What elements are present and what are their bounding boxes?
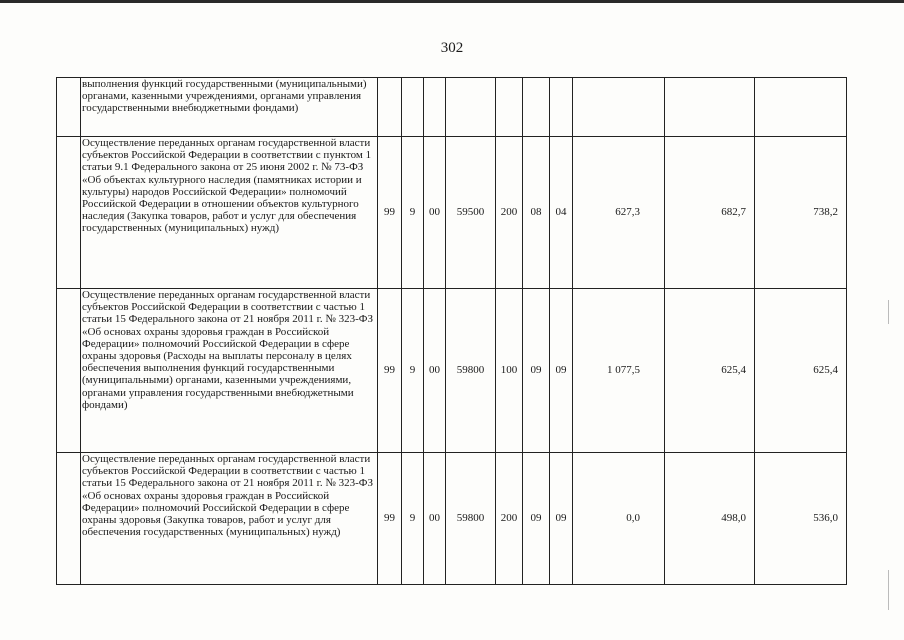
direction-code: 59500 (446, 137, 496, 289)
table-row (57, 453, 847, 585)
expense-type-code: 100 (496, 289, 523, 453)
blank-cell (57, 137, 81, 289)
amount-year-1: 627,3 (573, 137, 665, 289)
expense-type-code (496, 78, 523, 137)
amount-year-3: 738,2 (755, 137, 847, 289)
program-code: 99 (378, 453, 402, 585)
subprogram-code (402, 78, 424, 137)
section-code: 08 (523, 137, 550, 289)
amount-year-1 (573, 78, 665, 137)
expense-type-code: 200 (496, 453, 523, 585)
subsection-code: 04 (550, 137, 573, 289)
subsection-code: 09 (550, 453, 573, 585)
amount-year-2: 625,4 (665, 289, 755, 453)
program-code (378, 78, 402, 137)
page-number: 302 (440, 40, 464, 56)
row-description: Осуществление переданных органам государственной власти субъектов Российской Федерации в соответствии с частью 1 статьи 15 Федерального закона от 21 ноября 2011 г. № 323-ФЗ «Об основах охраны здоровья граждан в Российской Федерации» полномочий Российской Федерации в сфере охраны здоровья (Расходы на выплаты персоналу в целях обеспечения выполнения функций государственными (муниципальными) органами, казенными учреждениями, органами управления государственными внебюджетными фондами) (81, 289, 378, 453)
top-border-line (0, 0, 904, 5)
row-description: Осуществление переданных органам государственной власти субъектов Российской Федерации в соответствии с пунктом 1 статьи 9.1 Федерального закона от 25 июня 2002 г. № 73-ФЗ «Об объектах культурного наследия (памятниках истории и культуры) народов Российской Федерации» полномочий Российской Федерации в отношении объектов культурного наследия (Закупка товаров, работ и услуг для обеспечения государственных (муниципальных) нужд) (81, 137, 378, 289)
event-code (424, 78, 446, 137)
row-description: выполнения функций государственными (муниципальными) органами, казенными учреждениями, органами управления государственными внебюджетными фондами) (81, 78, 378, 137)
subprogram-code: 9 (402, 289, 424, 453)
subprogram-code: 9 (402, 453, 424, 585)
budget-table (56, 77, 847, 585)
scan-margin-mark (888, 570, 889, 610)
direction-code (446, 78, 496, 137)
amount-year-2 (665, 78, 755, 137)
subsection-code (550, 78, 573, 137)
section-code: 09 (523, 453, 550, 585)
amount-year-3: 625,4 (755, 289, 847, 453)
section-code (523, 78, 550, 137)
event-code: 00 (424, 289, 446, 453)
amount-year-1: 1 077,5 (573, 289, 665, 453)
amount-year-3 (755, 78, 847, 137)
blank-cell (57, 78, 81, 137)
blank-cell (57, 453, 81, 585)
blank-cell (57, 289, 81, 453)
subprogram-code: 9 (402, 137, 424, 289)
amount-year-3: 536,0 (755, 453, 847, 585)
direction-code: 59800 (446, 453, 496, 585)
program-code: 99 (378, 289, 402, 453)
amount-year-1: 0,0 (573, 453, 665, 585)
event-code: 00 (424, 453, 446, 585)
direction-code: 59800 (446, 289, 496, 453)
table-row (57, 137, 847, 289)
subsection-code: 09 (550, 289, 573, 453)
event-code: 00 (424, 137, 446, 289)
amount-year-2: 682,7 (665, 137, 755, 289)
scan-margin-mark (888, 300, 889, 324)
row-description: Осуществление переданных органам государственной власти субъектов Российской Федерации в соответствии с частью 1 статьи 15 Федерального закона от 21 ноября 2011 г. № 323-ФЗ «Об основах охраны здоровья граждан в Российской Федерации» полномочий Российской Федерации в сфере охраны здоровья (Закупка товаров, работ и услуг для обеспечения государственных (муниципальных) нужд) (81, 453, 378, 585)
table-row (57, 289, 847, 453)
section-code: 09 (523, 289, 550, 453)
program-code: 99 (378, 137, 402, 289)
table-row (57, 78, 847, 137)
amount-year-2: 498,0 (665, 453, 755, 585)
expense-type-code: 200 (496, 137, 523, 289)
